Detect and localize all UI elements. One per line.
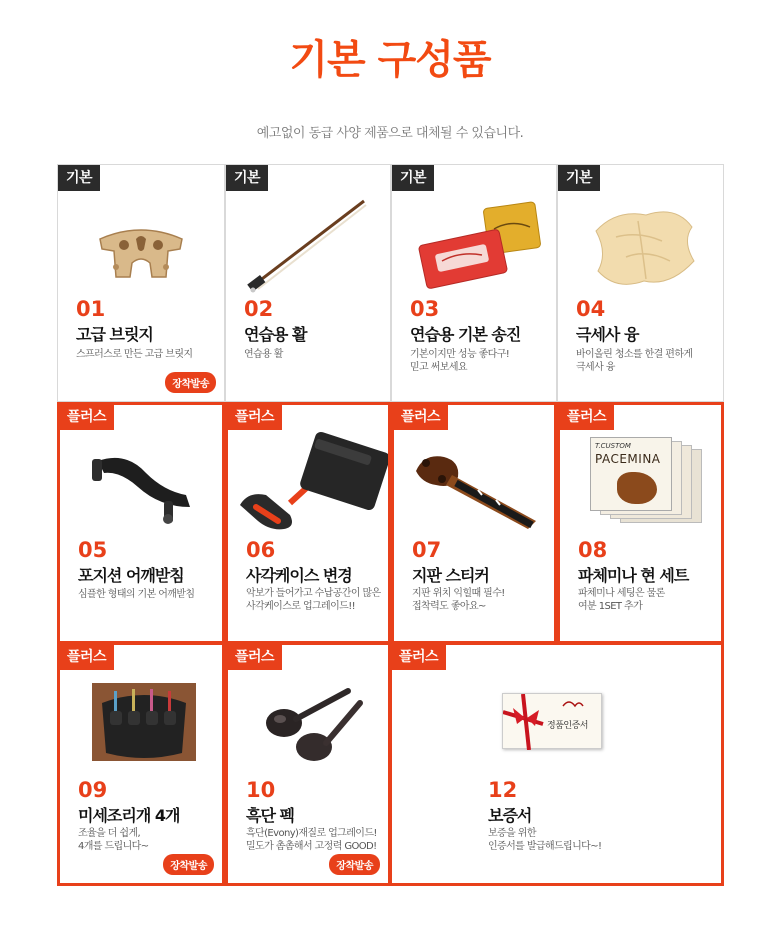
item-desc-line: 기본이지만 성능 좋다구!	[410, 349, 510, 360]
shoulder-rest-image	[86, 445, 198, 527]
certificate-image	[502, 693, 602, 749]
installed-shipping-badge: 장착발송	[163, 854, 214, 875]
item-desc-line: 연습용 활	[244, 349, 283, 360]
rosin-image	[414, 199, 544, 291]
item-tag: 플러스	[391, 644, 446, 670]
pack-brand-label: T.CUSTOM	[595, 442, 631, 450]
item-desc-line: 믿고 써보세요	[410, 362, 467, 373]
item-tag: 플러스	[59, 644, 114, 670]
item-tag: 기본	[226, 165, 268, 191]
strings-image	[590, 439, 702, 523]
item-desc-line: 인증서를 발급해드립니다~!	[488, 841, 602, 852]
item-desc-line: 스프러스로 만든 고급 브릿지	[76, 349, 193, 360]
item-tag: 기본	[58, 165, 100, 191]
installed-shipping-badge: 장착발송	[329, 854, 380, 875]
item-desc-line: 조율을 더 쉽게,	[78, 828, 141, 839]
item-desc-line: 악보가 들어가고 수납공간이 많은	[246, 588, 381, 599]
item-desc-line: 밀도가 촘촘해서 고정력 GOOD!	[246, 841, 377, 852]
bridge-image	[96, 215, 186, 285]
item-name: 흑단 펙	[246, 806, 294, 825]
bow-image	[244, 197, 374, 297]
item-tag: 플러스	[227, 404, 282, 430]
page-subtitle: 예고없이 동급 사양 제품으로 대체될 수 있습니다.	[256, 126, 524, 141]
item-name: 미세조리개 4개	[78, 806, 180, 825]
item-name: 극세사 융	[576, 325, 639, 344]
item-tag: 플러스	[59, 404, 114, 430]
item-desc-line: 사각케이스로 업그레이드!!	[246, 601, 356, 612]
item-tag: 기본	[558, 165, 600, 191]
item-desc-line: 흑단(Evony)재질로 업그레이드!	[246, 828, 377, 839]
item-card-05	[57, 402, 225, 644]
item-number: 02	[244, 297, 274, 321]
item-tag: 플러스	[559, 404, 614, 430]
item-number: 03	[410, 297, 440, 321]
item-name: 파체미나 현 세트	[578, 566, 689, 585]
item-name: 포지션 어깨받침	[78, 566, 184, 585]
item-card-07	[391, 402, 557, 644]
item-name: 연습용 활	[244, 325, 307, 344]
item-desc-line: 4개를 드립니다~	[78, 841, 149, 852]
item-name: 고급 브릿지	[76, 325, 153, 344]
item-desc-line: 파체미나 세팅은 물론	[578, 588, 665, 599]
item-number: 06	[246, 538, 276, 562]
item-desc-line: 접착력도 좋아요~	[412, 601, 486, 612]
item-number: 09	[78, 778, 108, 802]
item-number: 07	[412, 538, 442, 562]
item-card-09	[57, 642, 225, 886]
item-desc-line: 극세사 융	[576, 362, 615, 373]
item-card-10	[225, 642, 391, 886]
fingerboard-sticker-image	[412, 435, 542, 531]
item-name: 연습용 기본 송진	[410, 325, 521, 344]
item-name: 보증서	[488, 806, 532, 825]
item-number: 10	[246, 778, 276, 802]
installed-shipping-badge: 장착발송	[165, 372, 216, 393]
pack-name-label: PACEMINA	[595, 452, 661, 466]
item-card-01	[57, 164, 225, 402]
case-image	[234, 431, 388, 535]
ebony-pegs-image	[248, 683, 374, 773]
item-desc-line: 바이올린 청소를 한결 편하게	[576, 349, 693, 360]
item-tag: 플러스	[393, 404, 448, 430]
certificate-title: 정품인증서	[547, 721, 588, 731]
item-card-03	[391, 164, 557, 402]
item-number: 12	[488, 778, 518, 802]
item-name: 사각케이스 변경	[246, 566, 352, 585]
item-desc-line: 보증을 위한	[488, 828, 536, 839]
item-number: 01	[76, 297, 106, 321]
fine-tuners-image	[92, 683, 196, 761]
item-desc-line: 심플한 형태의 기본 어깨받침	[78, 589, 195, 600]
item-number: 05	[78, 538, 108, 562]
page-title: 기본 구성품	[289, 37, 491, 83]
item-card-02	[225, 164, 391, 402]
item-name: 지판 스티커	[412, 566, 489, 585]
cloth-image	[586, 201, 701, 293]
item-number: 08	[578, 538, 608, 562]
item-card-12	[389, 642, 724, 886]
item-card-04	[557, 164, 724, 402]
item-card-06	[225, 402, 391, 644]
item-tag: 기본	[392, 165, 434, 191]
item-desc-line: 지판 위치 익힐때 필수!	[412, 588, 505, 599]
item-tag: 플러스	[227, 644, 282, 670]
item-number: 04	[576, 297, 606, 321]
item-card-08	[557, 402, 724, 644]
item-desc-line: 여분 1SET 추가	[578, 601, 643, 612]
